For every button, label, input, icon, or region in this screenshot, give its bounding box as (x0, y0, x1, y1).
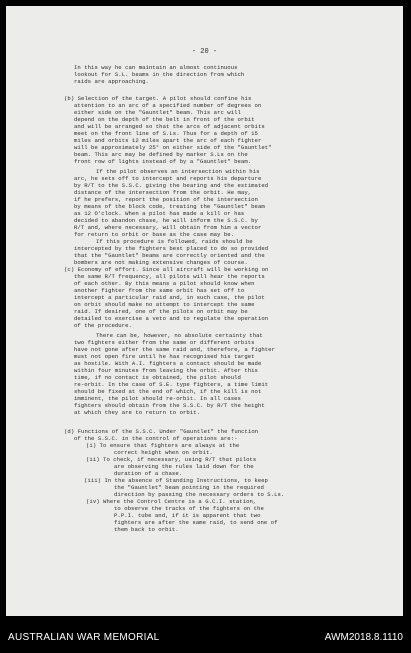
text-line: the same R/T frequency, all pilots will hear the reports (74, 273, 265, 280)
text-line: (b) Selection of the target. A pilot should confine his (64, 95, 252, 102)
text-line: time, if no contact is obtained, the pilot should (74, 374, 241, 381)
text-line: lookout for S.L. beams in the direction from which (74, 71, 245, 78)
text-line: P.P.I. tube and, if it is apparent that two (114, 512, 261, 519)
text-line: must not open fire until he has recognised his target (74, 353, 255, 360)
text-line: if he prefers, report the position of the intersection (74, 196, 258, 203)
text-line: should be fixed at the end of which, if the kill is not (74, 388, 262, 395)
text-line: as hostile. With A.I. fighters a contact should be made (74, 360, 262, 367)
text-line: intercept a particular raid and, in such case, the pilot (74, 294, 265, 301)
text-line: another fighter from the same orbit has set off to (74, 287, 245, 294)
text-line: them back to orbit. (114, 526, 179, 533)
text-line: decided to abandon chase, he will inform the S.S.C. by (74, 217, 258, 224)
text-line: beam. This arc may be defined by marker S.Ls on the (74, 151, 248, 158)
text-line: raids are approaching. (74, 78, 149, 85)
text-line: distance of the intersection from the orbit. He may, (74, 189, 252, 196)
text-line: on orbit should make no attempt to intercept the same (74, 301, 255, 308)
text-line: of the S.S.C. in the control of operations are:- (74, 435, 238, 442)
text-line: that the "Gauntlet" beams are correctly oriented and the (74, 252, 265, 259)
text-line: to observe the tracks of the fighters on the (114, 505, 264, 512)
text-line: for return to orbit or base as the case may be. (74, 231, 235, 238)
text-line: fighters are after the same raid, to send one of (114, 519, 278, 526)
text-line: of each other. By this means a pilot should know when (74, 280, 255, 287)
text-line: R/T and, where necessary, will obtain from him a vector (74, 224, 262, 231)
text-line: bombers are not making extensive changes of course. (74, 259, 248, 266)
text-line: (iii) In the absence of Standing Instructions, to keep (84, 477, 268, 484)
text-line: (c) Economy of effort. Since all aircraft will be working on (64, 266, 269, 273)
text-line: two fighters either from the same or different orbits (74, 339, 255, 346)
text-line: re-orbit. In the case of S.E. type fighters, a time limit (74, 381, 269, 388)
text-line: either side on the "Gauntlet" beam. This arc will (74, 109, 241, 116)
text-line: attention to an arc of a specified number of degrees on (74, 102, 262, 109)
text-line: If this procedure is followed, raids should be (96, 238, 253, 245)
text-line: and will be arranged so that the arcs of adjacent orbits (74, 123, 265, 130)
text-line: direction by passing the necessary orders to S.Ls. (114, 491, 285, 498)
text-line: have not gone after the same raid and, therefore, a fighter (74, 346, 276, 353)
text-line: (iv) Where the Control Centre is a G.C.I. station, (86, 498, 257, 505)
text-line: (i) To ensure that fighters are always at the (86, 442, 240, 449)
text-line: correct height when on orbit. (114, 449, 213, 456)
text-line: arc, he sets off to intercept and reports his departure (74, 175, 262, 182)
text-line: by R/T to the S.S.C. giving the bearing and the estimated (74, 182, 269, 189)
footer-institution: AUSTRALIAN WAR MEMORIAL (8, 632, 160, 643)
footer-accession-number: AWM2018.8.1110 (324, 632, 403, 643)
text-line: miles and orbits 12 miles apart the arc of each fighter (74, 137, 262, 144)
text-line: at which they are to return to orbit. (74, 409, 201, 416)
text-line: depend on the depth of the belt in front of the orbit (74, 116, 255, 123)
text-line: raid. If desired, one of the pilots on orbit may be (74, 308, 248, 315)
text-line: within four minutes from leaving the orbit. After this (74, 367, 258, 374)
text-line: If the pilot observes an intersection within his (96, 168, 260, 175)
text-line: duration of a chase. (114, 470, 183, 477)
text-line: intercepted by the fighters best placed to do so provided (74, 245, 269, 252)
text-line: are observing the rules laid down for the (114, 463, 254, 470)
document-page (6, 6, 403, 616)
text-line: In this way he can maintain an almost continuous (74, 64, 238, 71)
text-line: of the procedure. (74, 322, 132, 329)
text-line: front row of lights instead of by a "Gauntlet" beam. (74, 158, 252, 165)
text-line: imminent, the pilot should re-orbit. In all cases (74, 395, 241, 402)
text-line: meet on the front line of S.Ls. Thus for a depth of 15 (74, 130, 258, 137)
text-line: (d) Functions of the S.S.C. Under "Gauntlet" the function (64, 428, 259, 435)
text-line: fighters should obtain from the S.S.C. by R/T the height (74, 402, 265, 409)
text-line: There can be, however, no absolute certainty that (96, 332, 263, 339)
text-line: by means of the block code, treating the "Gauntlet" beam (74, 203, 265, 210)
text-line: detailed to exercise a veto and to regulate the operation (74, 315, 269, 322)
body-text (6, 6, 403, 616)
text-line: as 12 O'clock. When a pilot has made a kill or has (74, 210, 245, 217)
text-line: will be approximately 25° on either side of the "Gauntlet" (74, 144, 272, 151)
page-number: - 20 - (191, 48, 218, 56)
archive-footer (0, 626, 411, 653)
text-line: (ii) To check, if necessary, using R/T that pilots (86, 456, 257, 463)
text-line: the "Gauntlet" beam pointing in the required (114, 484, 264, 491)
